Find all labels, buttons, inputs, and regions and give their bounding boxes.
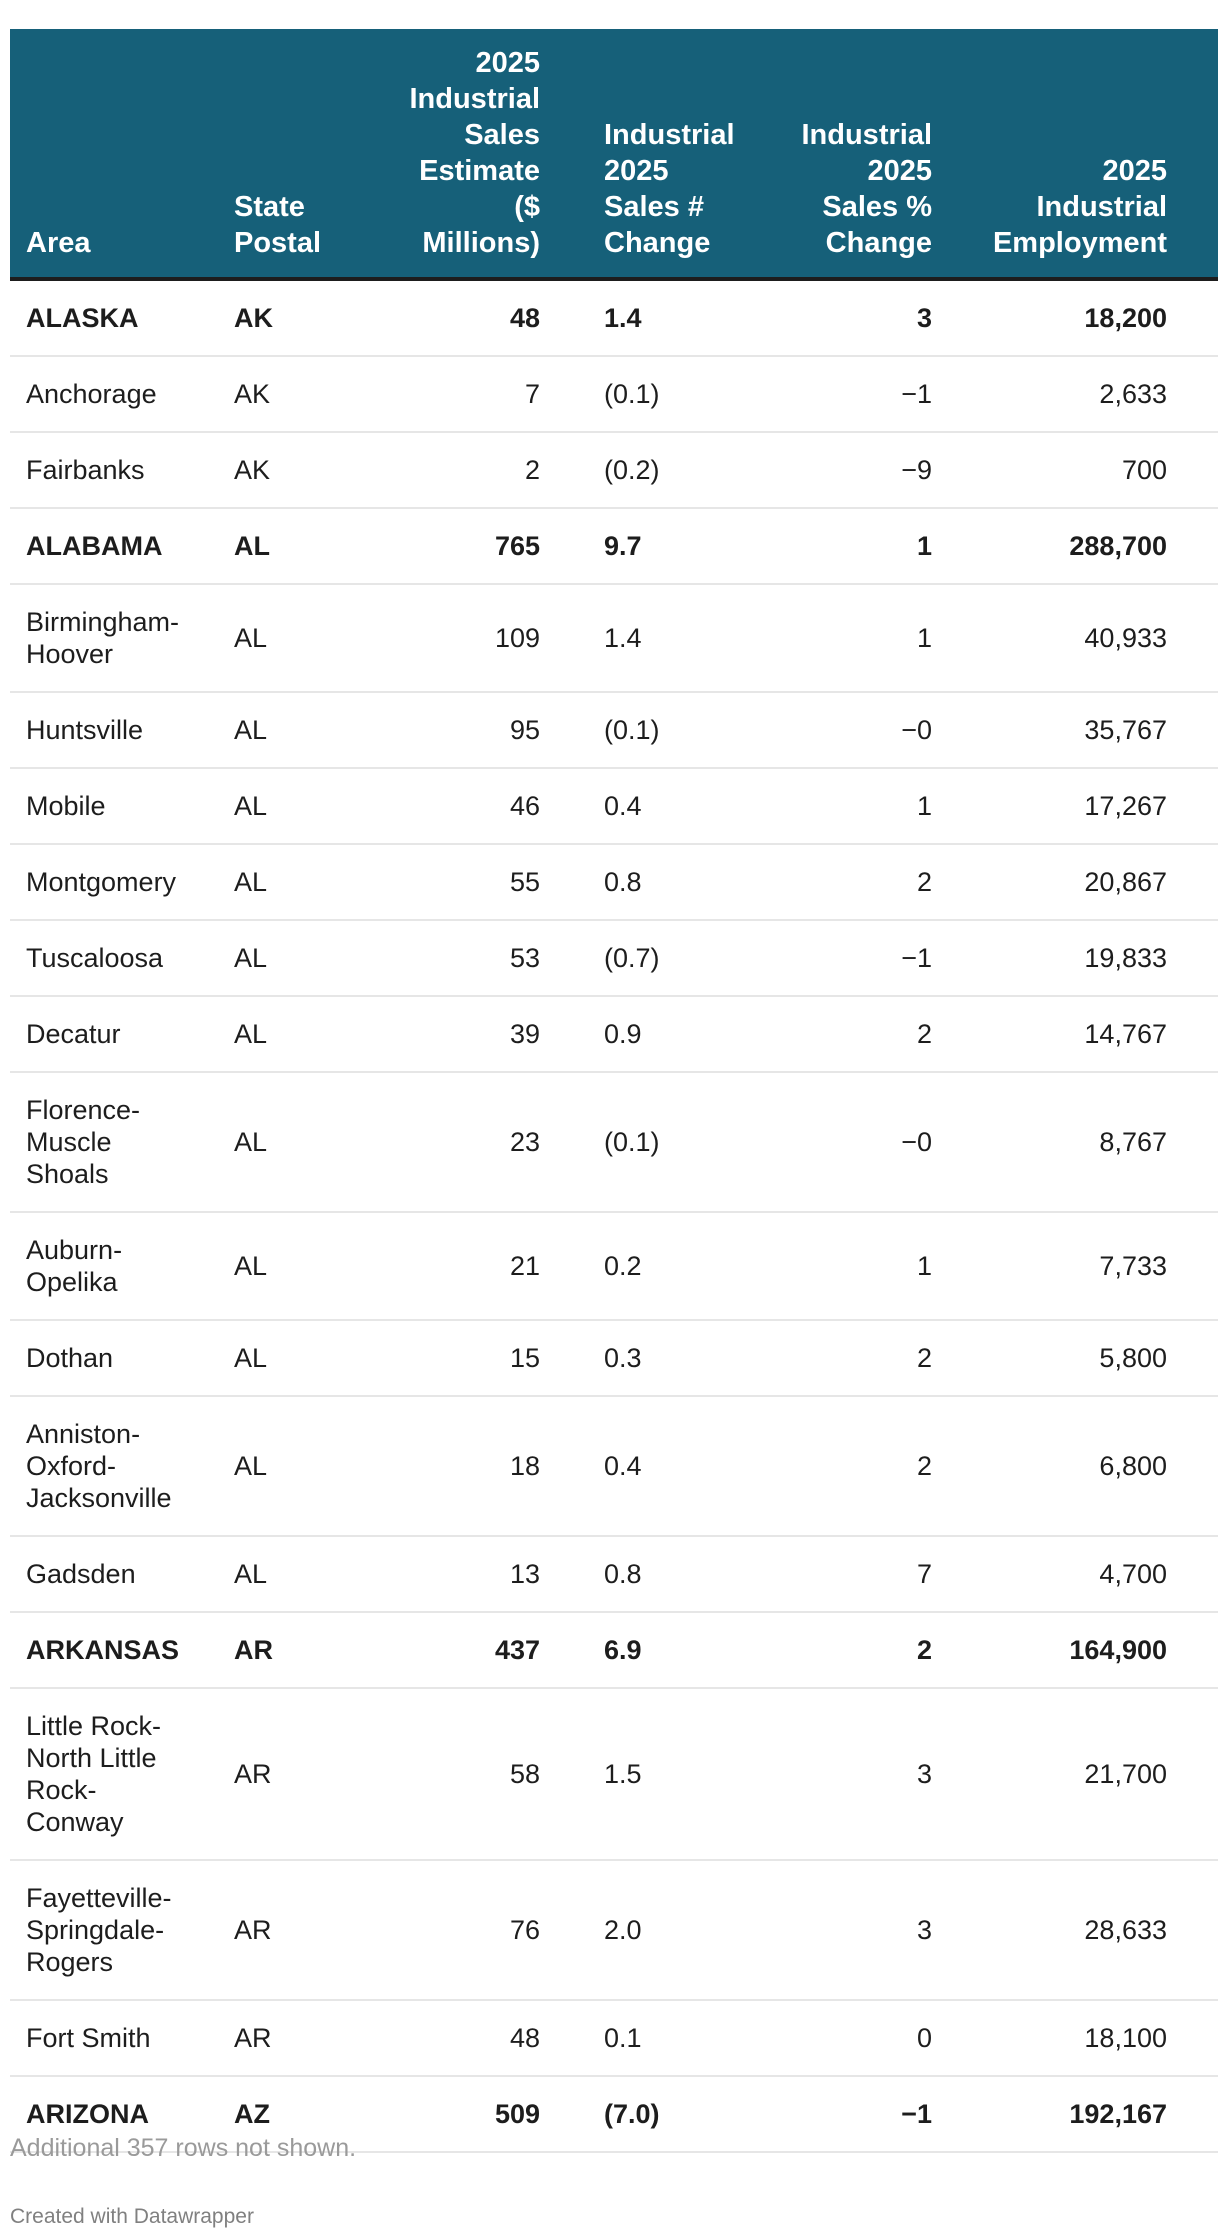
cell-state: AL [218,508,354,584]
cell-pct-change: 2 [750,1612,948,1688]
cell-num-change: 0.4 [556,1396,750,1536]
cell-employment: 4,700 [948,1536,1218,1612]
cell-sales: 46 [354,768,556,844]
cell-area: Little Rock- North Little Rock- Conway [10,1688,218,1860]
cell-state: AL [218,584,354,692]
cell-sales: 95 [354,692,556,768]
cell-state: AL [218,920,354,996]
table-notes: Additional 357 rows not shown. [10,2134,357,2162]
cell-num-change: (0.1) [556,1072,750,1212]
table-row [10,1860,1218,2000]
cell-pct-change: 2 [750,1320,948,1396]
cell-area: Decatur [10,996,218,1072]
column-header-sales[interactable]: 2025 Industrial Sales Estimate ($ Millions) [354,29,556,279]
table-row [10,692,1218,768]
cell-area: Fayetteville- Springdale- Rogers [10,1860,218,2000]
column-header-employment[interactable]: 2025 Industrial Employment [948,29,1218,279]
cell-pct-change: 1 [750,584,948,692]
cell-sales: 15 [354,1320,556,1396]
cell-num-change: 1.5 [556,1688,750,1860]
cell-sales: 58 [354,1688,556,1860]
cell-num-change: 0.9 [556,996,750,1072]
cell-employment: 164,900 [948,1612,1218,1688]
cell-pct-change: 2 [750,844,948,920]
cell-area: Auburn- Opelika [10,1212,218,1320]
header-row [10,29,1218,279]
cell-num-change: 0.4 [556,768,750,844]
cell-employment: 7,733 [948,1212,1218,1320]
cell-employment: 6,800 [948,1396,1218,1536]
cell-state: AL [218,1320,354,1396]
cell-num-change: 0.1 [556,2000,750,2076]
cell-employment: 21,700 [948,1688,1218,1860]
table-row [10,768,1218,844]
table-row [10,844,1218,920]
cell-sales: 48 [354,279,556,356]
datawrapper-table [10,29,1218,2153]
table-row [10,432,1218,508]
table-row-state [10,508,1218,584]
cell-num-change: 0.8 [556,844,750,920]
cell-pct-change: 0 [750,2000,948,2076]
cell-pct-change: −1 [750,356,948,432]
cell-employment: 8,767 [948,1072,1218,1212]
cell-area: Florence- Muscle Shoals [10,1072,218,1212]
cell-num-change: 6.9 [556,1612,750,1688]
cell-area: ARKANSAS [10,1612,218,1688]
cell-num-change: 1.4 [556,584,750,692]
cell-state: AL [218,1212,354,1320]
table-row [10,1320,1218,1396]
cell-num-change: (0.1) [556,692,750,768]
cell-state: AR [218,2000,354,2076]
cell-state: AK [218,279,354,356]
cell-pct-change: 1 [750,1212,948,1320]
cell-area: Fairbanks [10,432,218,508]
cell-employment: 28,633 [948,1860,1218,2000]
cell-employment: 20,867 [948,844,1218,920]
table-row [10,2000,1218,2076]
cell-area: ALASKA [10,279,218,356]
cell-sales: 53 [354,920,556,996]
cell-employment: 2,633 [948,356,1218,432]
column-header-num-change[interactable]: Industrial 2025 Sales # Change [556,29,750,279]
cell-employment: 40,933 [948,584,1218,692]
cell-area: Gadsden [10,1536,218,1612]
cell-state: AK [218,432,354,508]
table-header [10,29,1218,279]
cell-num-change: (0.1) [556,356,750,432]
table-row [10,1688,1218,1860]
table-row [10,996,1218,1072]
cell-sales: 2 [354,432,556,508]
column-header-state[interactable]: State Postal [218,29,354,279]
cell-sales: 21 [354,1212,556,1320]
cell-sales: 39 [354,996,556,1072]
cell-pct-change: 1 [750,768,948,844]
table-row [10,1536,1218,1612]
cell-employment: 19,833 [948,920,1218,996]
cell-sales: 109 [354,584,556,692]
cell-pct-change: 3 [750,1860,948,2000]
cell-state: AL [218,1072,354,1212]
cell-pct-change: −0 [750,692,948,768]
cell-num-change: 1.4 [556,279,750,356]
cell-sales: 48 [354,2000,556,2076]
cell-area: Birmingham- Hoover [10,584,218,692]
table-row [10,356,1218,432]
cell-state: AZ [218,2076,354,2152]
cell-sales: 509 [354,2076,556,2152]
cell-employment: 5,800 [948,1320,1218,1396]
cell-employment: 35,767 [948,692,1218,768]
column-header-pct-change[interactable]: Industrial 2025 Sales % Change [750,29,948,279]
data-table [10,29,1218,2153]
cell-area: Mobile [10,768,218,844]
cell-state: AR [218,1688,354,1860]
cell-pct-change: −1 [750,920,948,996]
cell-sales: 437 [354,1612,556,1688]
cell-pct-change: 2 [750,996,948,1072]
cell-state: AL [218,1396,354,1536]
cell-num-change: 0.8 [556,1536,750,1612]
cell-num-change: (0.7) [556,920,750,996]
table-body [10,279,1218,2152]
cell-area: ARIZONA [10,2076,218,2152]
cell-state: AL [218,1536,354,1612]
cell-state: AL [218,996,354,1072]
cell-sales: 76 [354,1860,556,2000]
cell-num-change: 0.3 [556,1320,750,1396]
cell-state: AL [218,768,354,844]
cell-sales: 13 [354,1536,556,1612]
cell-sales: 765 [354,508,556,584]
cell-pct-change: −0 [750,1072,948,1212]
chart-credit[interactable]: Created with Datawrapper [10,2205,254,2228]
cell-num-change: 2.0 [556,1860,750,2000]
cell-state: AL [218,692,354,768]
cell-state: AK [218,356,354,432]
cell-pct-change: 7 [750,1536,948,1612]
cell-sales: 7 [354,356,556,432]
cell-state: AL [218,844,354,920]
cell-area: Tuscaloosa [10,920,218,996]
cell-area: ALABAMA [10,508,218,584]
cell-num-change: 0.2 [556,1212,750,1320]
cell-employment: 18,200 [948,279,1218,356]
column-header-area[interactable]: Area [10,29,218,279]
cell-employment: 14,767 [948,996,1218,1072]
table-row [10,1212,1218,1320]
cell-num-change: 9.7 [556,508,750,584]
table-row [10,584,1218,692]
cell-area: Montgomery [10,844,218,920]
cell-employment: 17,267 [948,768,1218,844]
cell-employment: 18,100 [948,2000,1218,2076]
cell-num-change: (0.2) [556,432,750,508]
cell-area: Fort Smith [10,2000,218,2076]
cell-employment: 288,700 [948,508,1218,584]
cell-employment: 700 [948,432,1218,508]
cell-sales: 23 [354,1072,556,1212]
table-row [10,920,1218,996]
cell-pct-change: −9 [750,432,948,508]
table-row-state [10,1612,1218,1688]
cell-state: AR [218,1860,354,2000]
cell-pct-change: 3 [750,279,948,356]
cell-sales: 55 [354,844,556,920]
cell-area: Huntsville [10,692,218,768]
cell-area: Dothan [10,1320,218,1396]
cell-pct-change: 1 [750,508,948,584]
cell-employment: 192,167 [948,2076,1218,2152]
cell-pct-change: −1 [750,2076,948,2152]
cell-num-change: (7.0) [556,2076,750,2152]
cell-pct-change: 3 [750,1688,948,1860]
cell-area: Anchorage [10,356,218,432]
table-row [10,1072,1218,1212]
cell-area: Anniston- Oxford- Jacksonville [10,1396,218,1536]
table-row [10,1396,1218,1536]
cell-sales: 18 [354,1396,556,1536]
cell-state: AR [218,1612,354,1688]
table-row-state [10,279,1218,356]
cell-pct-change: 2 [750,1396,948,1536]
